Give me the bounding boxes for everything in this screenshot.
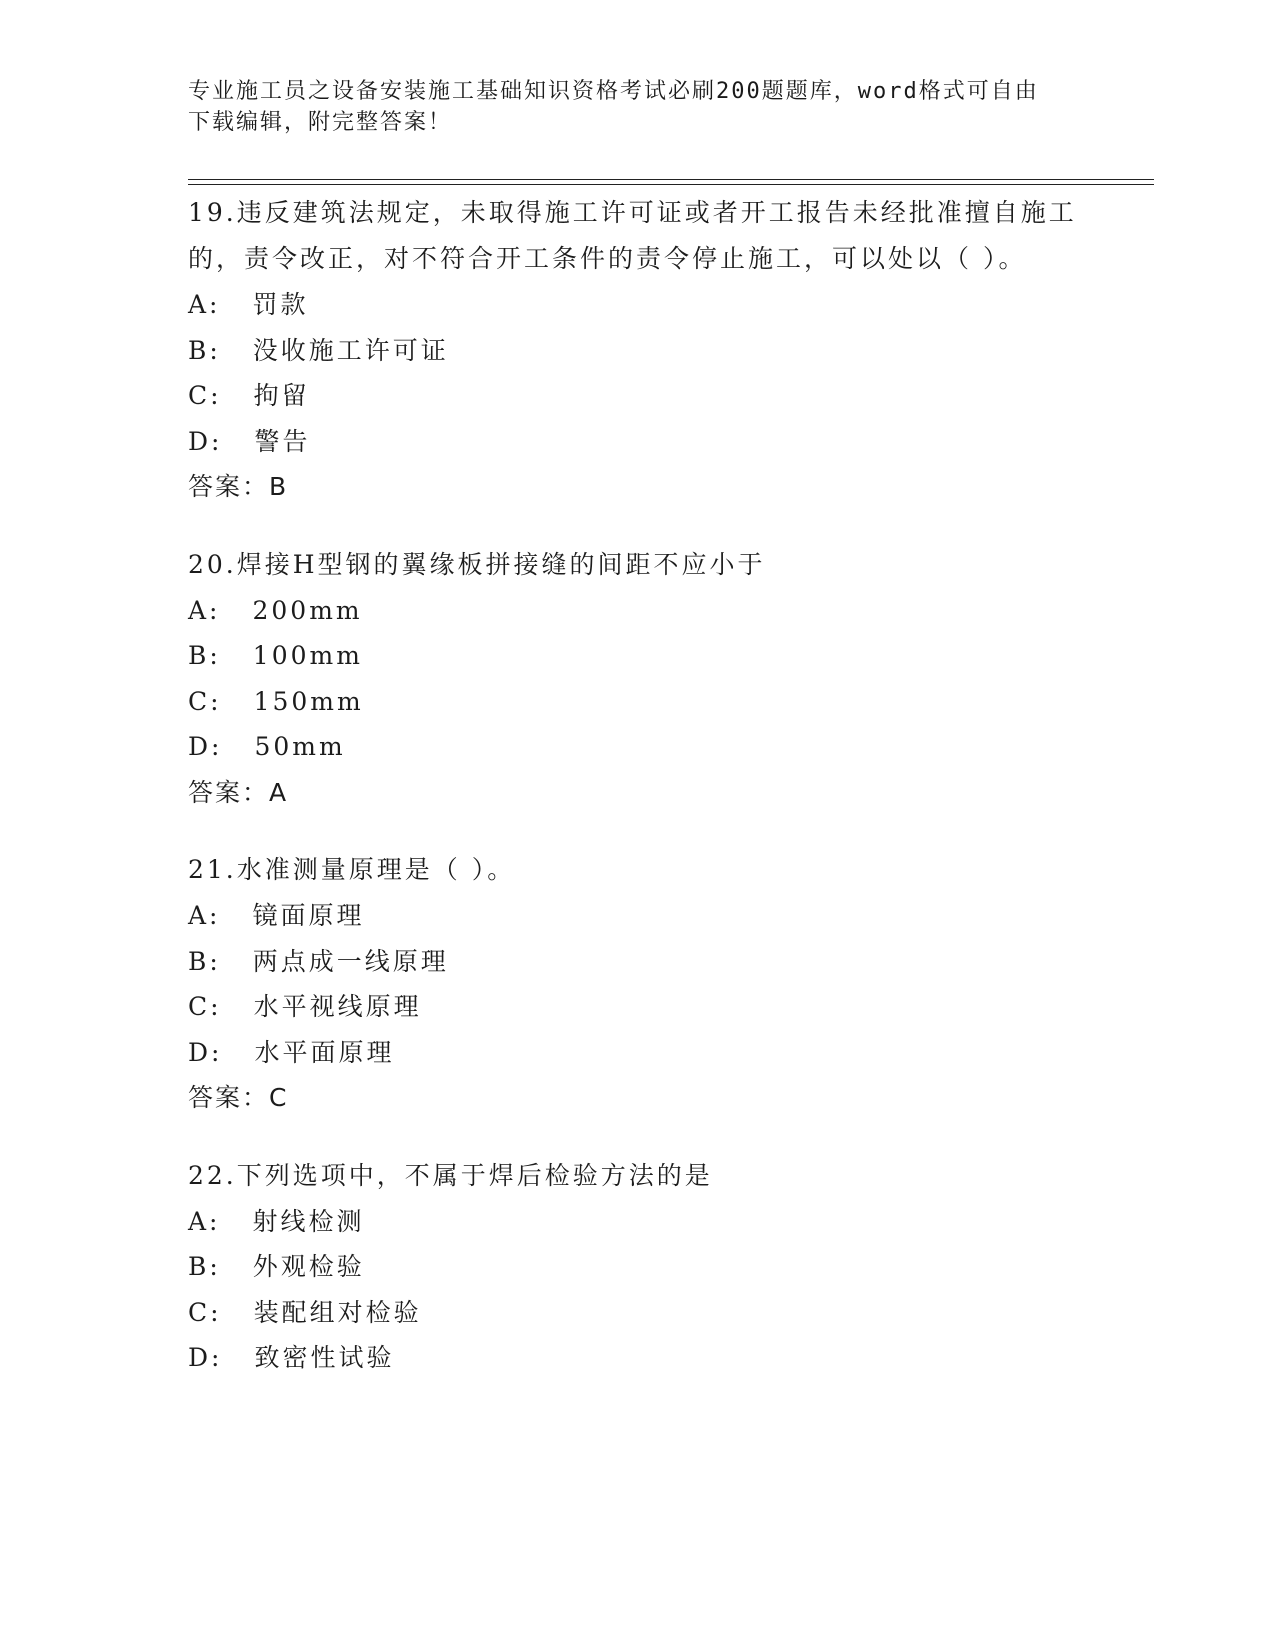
option-b bbox=[188, 1244, 1088, 1290]
question-22 bbox=[188, 1153, 1088, 1381]
option-text: 100mm bbox=[252, 641, 363, 670]
option-d bbox=[188, 1335, 1088, 1381]
header-line-1: 专业施工员之设备安装施工基础知识资格考试必刷200题题库，word格式可自由 bbox=[188, 79, 1039, 104]
option-letter: C: bbox=[188, 381, 222, 410]
option-letter: C: bbox=[188, 1297, 222, 1327]
option-text: 镜面原理 bbox=[252, 901, 365, 930]
option-letter: A: bbox=[188, 901, 221, 930]
question-stem: 21.水准测量原理是（ ）。 bbox=[188, 855, 516, 884]
question-21 bbox=[188, 847, 1088, 1121]
answer-line: 答案：A bbox=[188, 777, 289, 807]
option-text: 150mm bbox=[253, 686, 364, 716]
option-text: 水平视线原理 bbox=[253, 992, 422, 1021]
header-divider-top bbox=[188, 179, 1154, 180]
option-d bbox=[188, 1030, 1088, 1076]
option-a bbox=[188, 588, 1088, 634]
option-letter: D: bbox=[188, 426, 223, 456]
option-letter: B: bbox=[188, 335, 221, 365]
option-letter: A: bbox=[188, 1206, 221, 1236]
option-letter: D: bbox=[188, 1343, 223, 1372]
option-letter: D: bbox=[188, 1037, 223, 1067]
option-b bbox=[188, 939, 1088, 985]
answer-line: 答案：B bbox=[188, 472, 289, 501]
option-text: 装配组对检验 bbox=[253, 1297, 422, 1327]
option-a bbox=[188, 282, 1088, 328]
option-letter: B: bbox=[188, 641, 221, 670]
option-text: 50mm bbox=[254, 732, 346, 761]
option-text: 射线检测 bbox=[252, 1206, 365, 1236]
header-line-2: 下载编辑，附完整答案！ bbox=[188, 110, 453, 135]
option-letter: B: bbox=[188, 946, 221, 976]
question-stem: 20.焊接H型钢的翼缘板拼接缝的间距不应小于 bbox=[188, 549, 766, 579]
document-header bbox=[188, 76, 1068, 138]
option-text: 警告 bbox=[254, 426, 311, 456]
question-19 bbox=[188, 190, 1088, 510]
option-text: 两点成一线原理 bbox=[252, 946, 449, 976]
option-text: 拘留 bbox=[253, 381, 310, 410]
option-letter: A: bbox=[188, 595, 221, 625]
answer-line: 答案：C bbox=[188, 1083, 289, 1112]
option-c bbox=[188, 679, 1088, 725]
option-c bbox=[188, 984, 1088, 1030]
option-letter: A: bbox=[188, 290, 221, 319]
option-a bbox=[188, 1199, 1088, 1245]
option-text: 没收施工许可证 bbox=[252, 335, 449, 365]
question-stem: 19.违反建筑法规定，未取得施工许可证或者开工报告未经批准擅自施工的，责令改正，对不符合开工条件的责令停止施工，可以处以（ ）。 bbox=[188, 198, 1077, 273]
question-list bbox=[188, 190, 1088, 1413]
header-divider-bottom bbox=[188, 184, 1154, 185]
option-letter: D: bbox=[188, 732, 223, 761]
option-a bbox=[188, 893, 1088, 939]
option-b bbox=[188, 633, 1088, 679]
option-text: 200mm bbox=[252, 595, 363, 625]
option-d bbox=[188, 724, 1088, 770]
option-c bbox=[188, 373, 1088, 419]
option-text: 水平面原理 bbox=[254, 1037, 395, 1067]
option-d bbox=[188, 419, 1088, 465]
option-b bbox=[188, 328, 1088, 374]
question-20 bbox=[188, 542, 1088, 816]
option-letter: C: bbox=[188, 992, 222, 1021]
option-text: 罚款 bbox=[252, 290, 309, 319]
option-text: 致密性试验 bbox=[254, 1343, 395, 1372]
question-stem: 22.下列选项中，不属于焊后检验方法的是 bbox=[188, 1160, 713, 1190]
option-c bbox=[188, 1290, 1088, 1336]
option-letter: B: bbox=[188, 1252, 221, 1281]
option-letter: C: bbox=[188, 686, 222, 716]
option-text: 外观检验 bbox=[252, 1252, 365, 1281]
